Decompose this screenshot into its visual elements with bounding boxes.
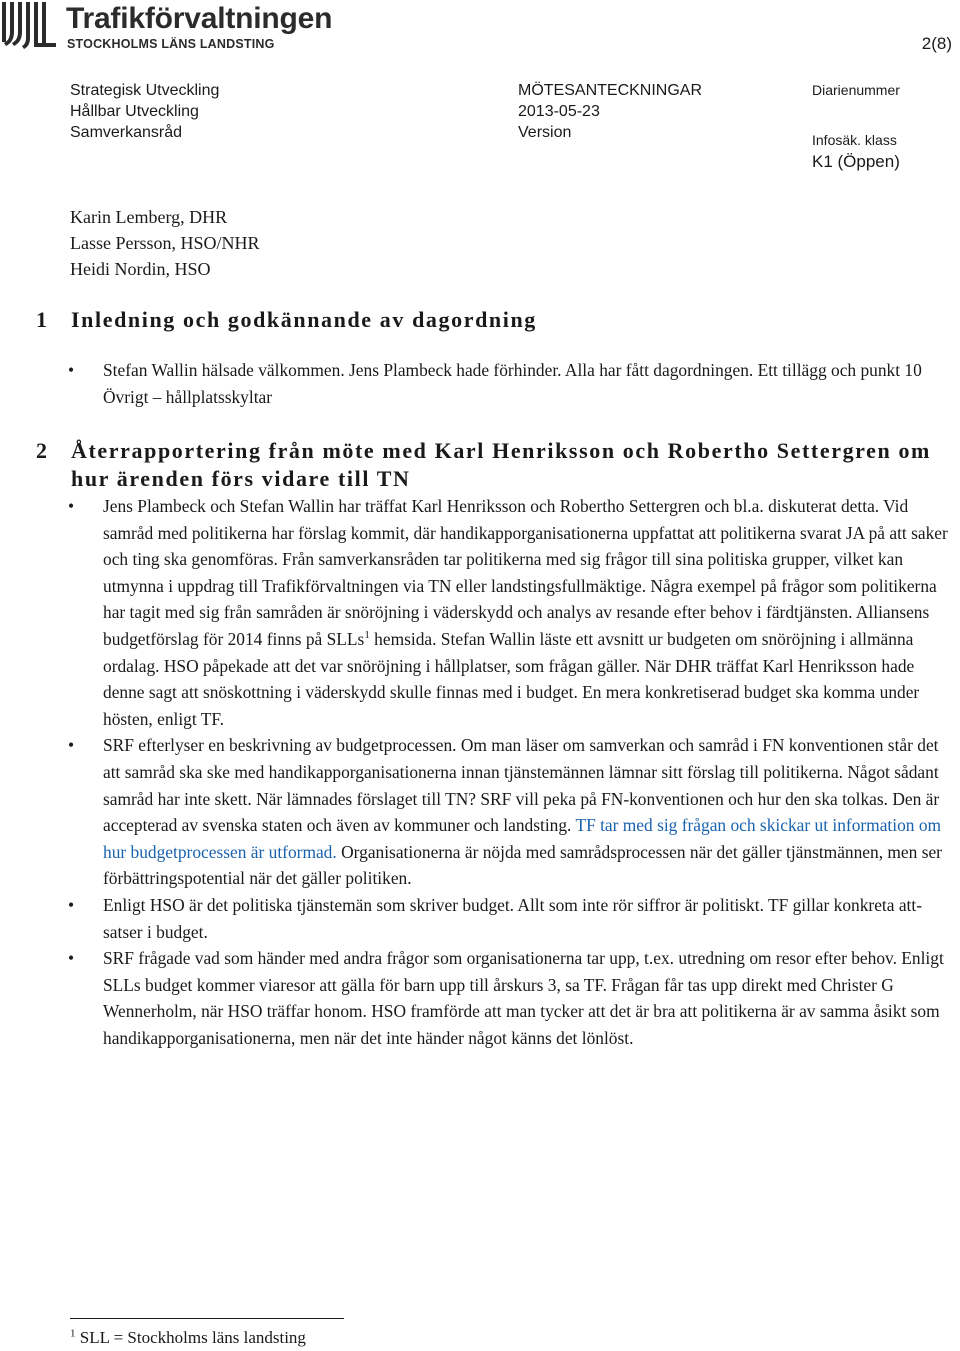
section-title: Återrapportering från möte med Karl Henriksson och Robertho Settergren om hur ärenden förs vidare till TN: [71, 438, 931, 491]
document-type: MÖTESANTECKNINGAR: [518, 82, 703, 99]
footnote-reference[interactable]: 1: [364, 629, 370, 642]
footnote-divider: [70, 1318, 344, 1319]
section-number: 2: [36, 438, 49, 463]
classification-value: K1 (Öppen): [812, 152, 900, 171]
attendee-list: [70, 204, 260, 282]
footnote: [70, 1328, 306, 1348]
sll-logo-icon: [0, 2, 58, 50]
unit-line: Strategisk Utveckling: [70, 82, 220, 99]
section-1-bullets: [68, 357, 948, 410]
section-number: 1: [36, 307, 49, 332]
list-item-text: Jens Plambeck och Stefan Wallin har träffat Karl Henriksson och Robertho Settergren och bl.a. diskuterat detta. Vid samråd med politikerna har förslag kommit, där handikapporganisationerna uppfattat att politikerna svarat JA på att saker och ting ska genomföras. Från samverkansråden tar politikerna med sig frågor till sina politiska grupper, vilket kan utmynna i uppdrag till Trafikförvaltningen via TN eller landstingsfullmäktige. Några exempel på frågor som politikerna har tagit med sig från samråden är snöröjning i väderskydd och analys av resande efter behov i färdtjänsten. Alliansens budgetförslag för 2014 finns på SLLs: [103, 496, 948, 649]
unit-line: Hållbar Utveckling: [70, 103, 199, 120]
list-item: [68, 493, 948, 732]
section-2-bullets: [68, 493, 948, 1051]
attendee: Heidi Nordin, HSO: [70, 259, 211, 279]
list-item-text: SRF efterlyser en beskrivning av budgetprocessen. Om man läser om samverkan och samråd i FN konventionen står det att samråd ska ske med handikapporganisationerna innan tjänstemännen lämnar sitt förslag till politikerna. Något sådant samråd har inte skett. När lämnades förslaget till TN? SRF vill peka på FN-konventionen och hur den ska tolkas. Den är accepterad av svenska staten och även av kommuner och landsting.: [103, 735, 940, 836]
list-item-text: Enligt HSO är det politiska tjänstemän som skriver budget. Allt som inte rör siffror är politiskt. TF gillar konkreta att-satser i budget.: [103, 894, 923, 942]
list-item: [68, 357, 948, 410]
footnote-text: SLL = Stockholms läns landsting: [75, 1328, 306, 1347]
list-item: [68, 892, 948, 945]
list-item-text: hemsida. Stefan Wallin läste ett avsnitt ur budgeten om snöröjning i allmänna ordalag. HSO påpekade att det var snöröjning i hållplatser, som frågan gäller. När DHR träffat Karl Henriksson hade denne sagt att snöskottning i väderskydd skulle finnas med i budget. En mera konkretiserad budget ska komma under hösten, enligt TF.: [103, 628, 920, 729]
list-item: [68, 945, 948, 1051]
classification-label: Infosäk. klass: [812, 132, 897, 148]
highlighted-text: TF tar med sig frågan och skickar ut information om hur budgetprocessen är utformad.: [103, 815, 942, 862]
list-item: [68, 732, 948, 892]
list-item-text: Organisationerna är nöjda med samrådsprocessen när det gäller tjänstmännen, men ser förbättringspotential när det gäller politiken.: [103, 841, 942, 889]
unit-line: Samverkansråd: [70, 124, 183, 141]
registry-info: [812, 80, 900, 173]
unit-info: [70, 80, 219, 143]
list-item-text: SRF frågade vad som händer med andra frågor som organisationerna tar upp, t.ex. utredning om resor efter behov. Enligt SLLs budget kommer viaresor att gälla för barn upp till årskurs 3, sa TF. Frågan får tas upp direkt med Christer G Wennerholm, när HSO träffar honom. HSO framförde att man tycker att det är bra att politikerna är av samma åsikt som handikapporganisationerna, men när det inte händer något känns det lönlöst.: [103, 948, 944, 1048]
organization-logo: [0, 0, 333, 54]
attendee: Karin Lemberg, DHR: [70, 207, 228, 227]
document-info: [518, 80, 702, 143]
page-number: 2(8): [921, 34, 952, 53]
attendee: Lasse Persson, HSO/NHR: [70, 233, 260, 253]
document-date: 2013-05-23: [518, 103, 600, 120]
logo-subtitle: STOCKHOLMS LÄNS LANDSTING: [67, 37, 275, 51]
diary-number-label: Diarienummer: [812, 82, 900, 98]
footnote-mark: 1: [70, 1327, 76, 1340]
list-item-text: Stefan Wallin hälsade välkommen. Jens Plambeck hade förhinder. Alla har fått dagordningen. Ett tillägg och punkt 10 Övrigt – hållplatsskyltar: [103, 360, 922, 407]
version-label: Version: [518, 124, 572, 141]
logo-name: Trafikförvaltningen: [66, 2, 333, 35]
section-title: Inledning och godkännande av dagordning: [71, 307, 537, 332]
